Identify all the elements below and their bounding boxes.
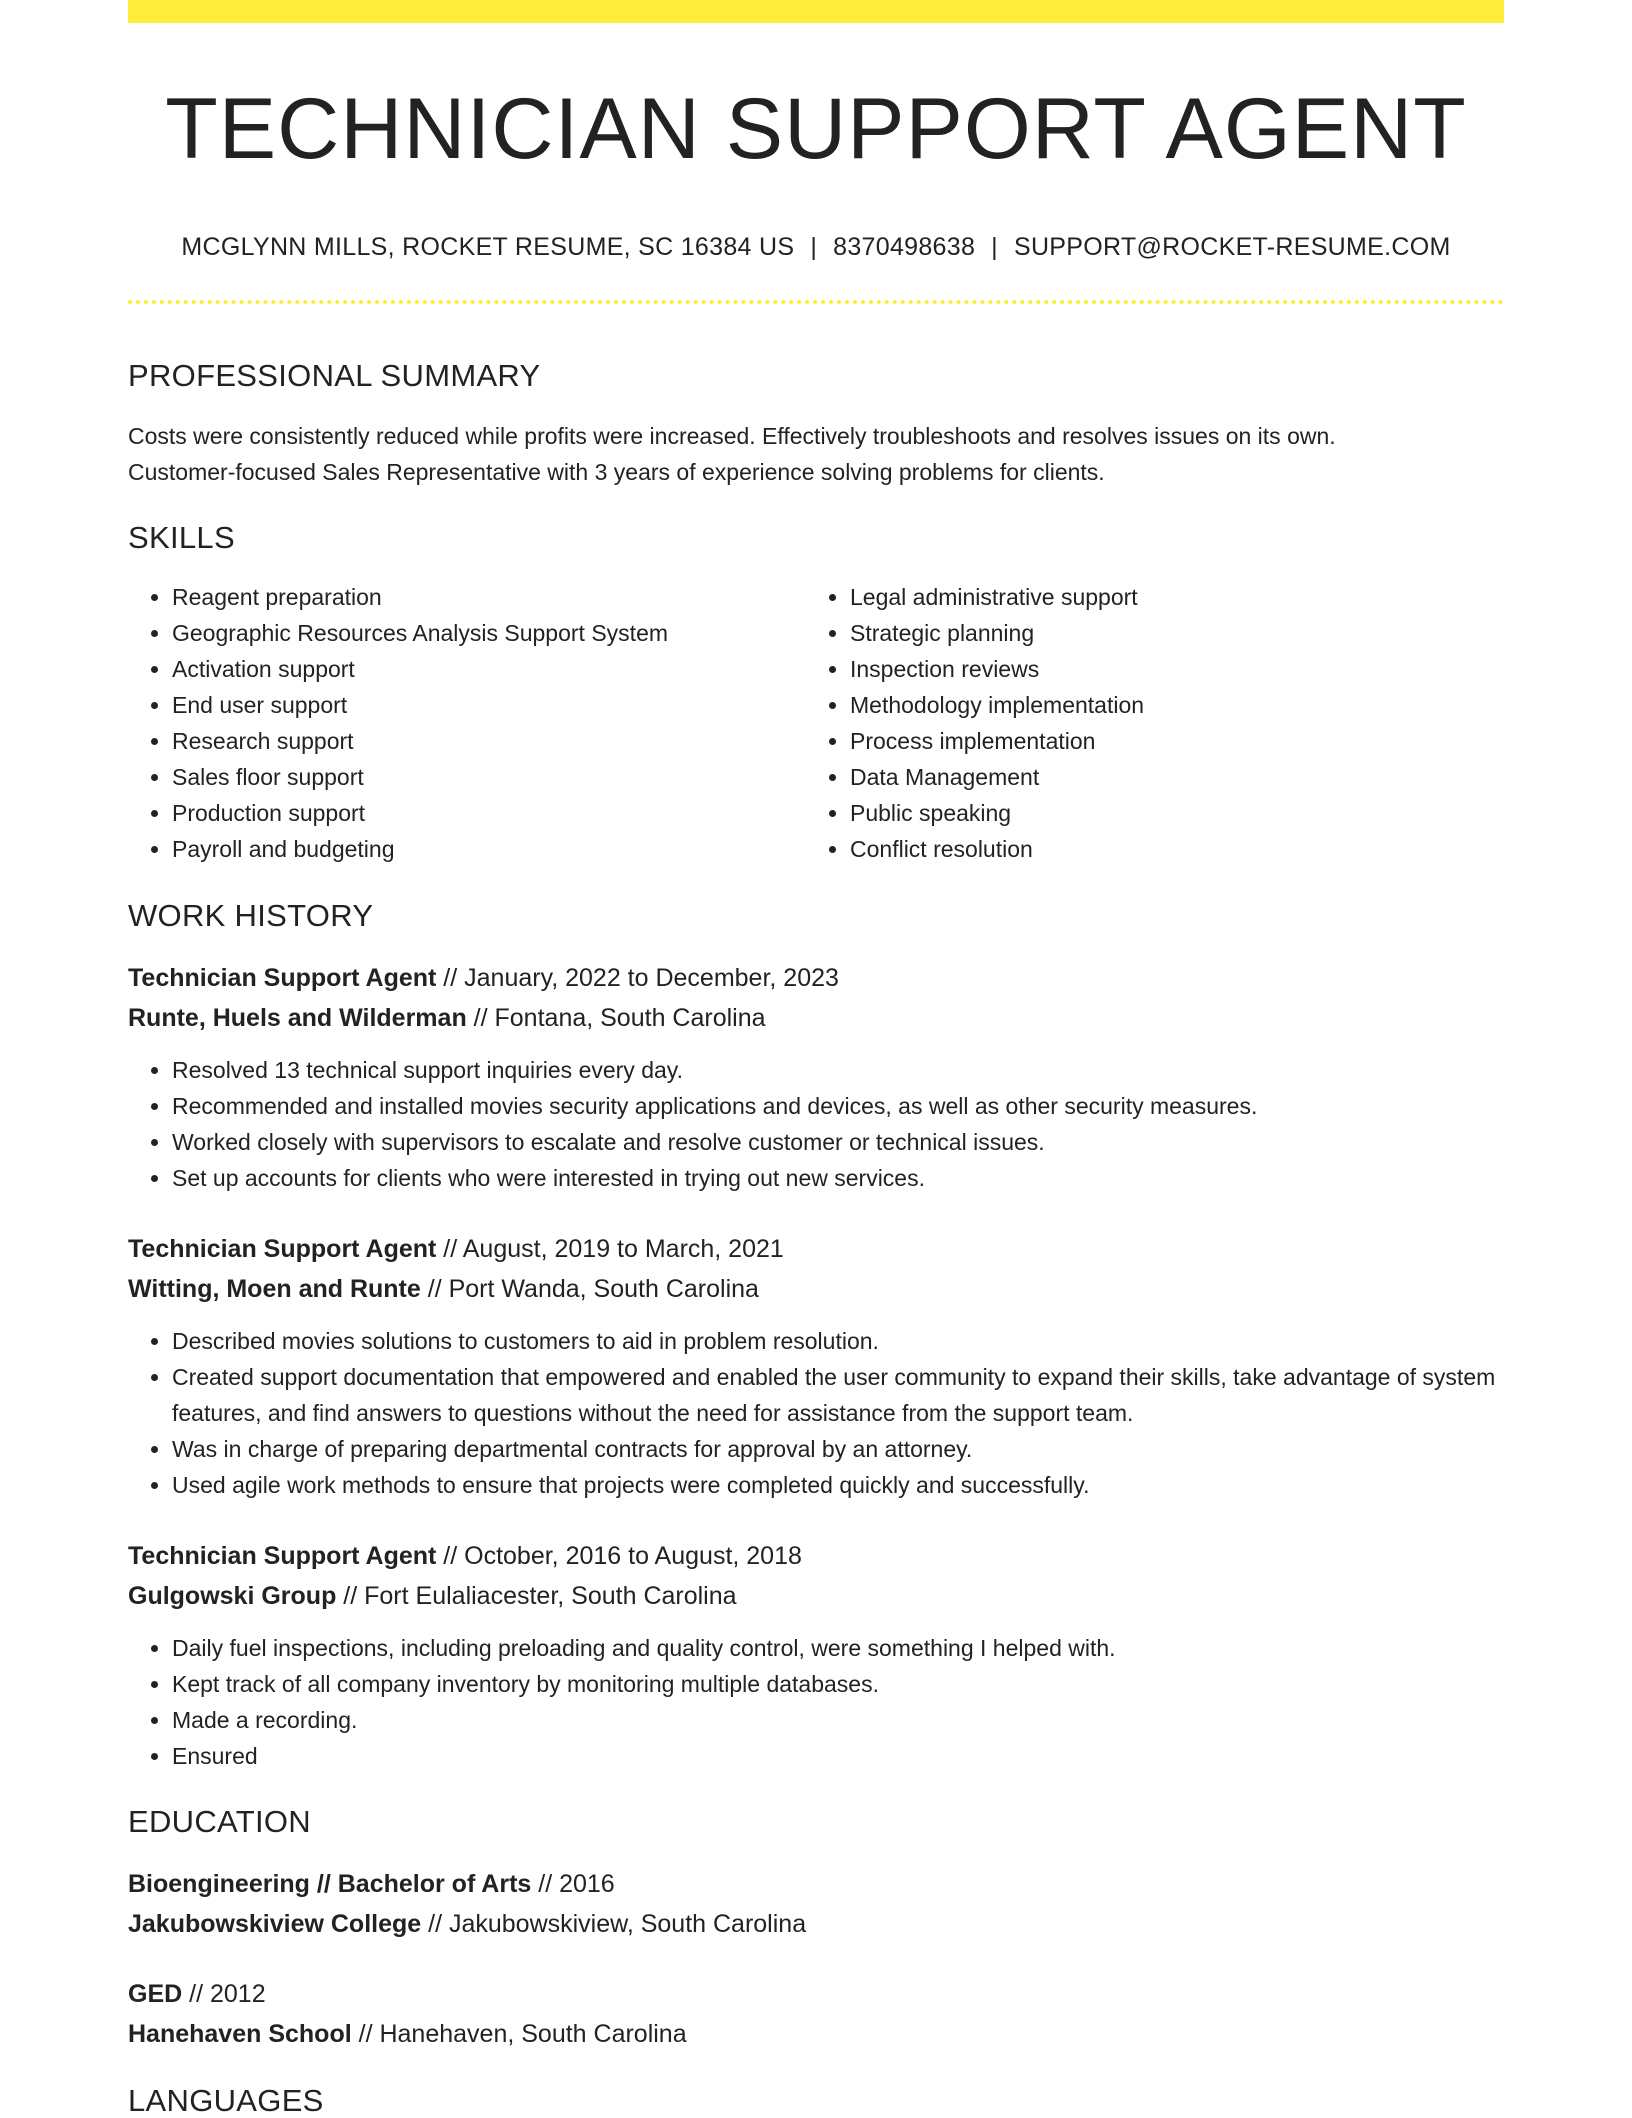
summary-line: Costs were consistently reduced while profits were increased. Effectively troubleshoots and resolves issues on its own. [128, 423, 1336, 449]
job-bullet: • Was in charge of preparing departmental contracts for approval by an attorney. [172, 1431, 1504, 1467]
job-company: Witting, Moen and Runte [128, 1275, 421, 1303]
education-heading: EDUCATION [128, 1804, 311, 1839]
summary-heading: PROFESSIONAL SUMMARY [128, 358, 541, 393]
job-dates: // August, 2019 to March, 2021 [443, 1235, 784, 1263]
skill-item: • Conflict resolution [850, 831, 1484, 867]
skill-item: • Production support [172, 795, 806, 831]
job-location: // Fort Eulaliacester, South Carolina [343, 1582, 737, 1610]
skill-item: • Activation support [172, 651, 806, 687]
skill-item: • Geographic Resources Analysis Support System [172, 615, 806, 651]
job-dates: // October, 2016 to August, 2018 [443, 1542, 802, 1570]
job-bullet: • Made a recording. [172, 1702, 1504, 1738]
accent-bar [128, 0, 1504, 23]
contact-email: SUPPORT@ROCKET-RESUME.COM [1013, 233, 1451, 261]
job-bullet: • Used agile work methods to ensure that projects were completed quickly and successfully. [172, 1467, 1504, 1503]
education-degree: Bioengineering // Bachelor of Arts [128, 1870, 532, 1898]
summary-text [128, 418, 1336, 490]
job-bullet: • Resolved 13 technical support inquiries every day. [172, 1052, 1504, 1088]
job-company-line [128, 1576, 1504, 1616]
job-location: // Fontana, South Carolina [473, 1004, 766, 1032]
education-year: // 2016 [538, 1870, 615, 1898]
education-entry [128, 1864, 1504, 1944]
contact-address: MCGLYNN MILLS, ROCKET RESUME, SC 16384 US [181, 233, 795, 261]
skills-column-right [806, 579, 1484, 867]
job-bullet: • Created support documentation that empowered and enabled the user community to expand their skills, take advantage of system features, and find answers to questions without the need for assistance from the support team. [172, 1359, 1504, 1431]
job-location: // Port Wanda, South Carolina [427, 1275, 759, 1303]
job-bullet: • Daily fuel inspections, including preloading and quality control, were something I helped with. [172, 1630, 1504, 1666]
job-company-line [128, 1269, 1504, 1309]
skill-item: • Payroll and budgeting [172, 831, 806, 867]
skill-item: • End user support [172, 687, 806, 723]
job-title: Technician Support Agent [128, 964, 437, 992]
skill-item: • Sales floor support [172, 759, 806, 795]
skills-column-left [128, 579, 806, 867]
education-degree-line [128, 1864, 1504, 1904]
education-school: Jakubowskiview College [128, 1910, 422, 1938]
job-title-line [128, 958, 1504, 998]
job-bullet: • Recommended and installed movies security applications and devices, as well as other security measures. [172, 1088, 1504, 1124]
skills-list [128, 579, 1504, 867]
skill-item: • Process implementation [850, 723, 1484, 759]
education-degree: GED [128, 1980, 183, 2008]
contact-separator: | [991, 233, 998, 261]
skill-item: • Reagent preparation [172, 579, 806, 615]
job-entry [128, 1229, 1504, 1503]
education-school-line [128, 2014, 1504, 2054]
skill-item: • Public speaking [850, 795, 1484, 831]
job-dates: // January, 2022 to December, 2023 [443, 964, 839, 992]
job-bullets [128, 1630, 1504, 1774]
education-school-line [128, 1904, 1504, 1944]
resume-page [128, 0, 1504, 2118]
job-company: Gulgowski Group [128, 1582, 337, 1610]
job-bullet: • Kept track of all company inventory by monitoring multiple databases. [172, 1666, 1504, 1702]
page-title: TECHNICIAN SUPPORT AGENT [165, 81, 1467, 177]
education-location: // Jakubowskiview, South Carolina [428, 1910, 807, 1938]
education-school: Hanehaven School [128, 2020, 352, 2048]
job-title-line [128, 1229, 1504, 1269]
contact-info [128, 235, 1504, 260]
skill-item: • Strategic planning [850, 615, 1484, 651]
job-bullets [128, 1052, 1504, 1196]
job-bullet: • Ensured [172, 1738, 1504, 1774]
skill-item: • Methodology implementation [850, 687, 1484, 723]
job-entry [128, 958, 1504, 1196]
job-title: Technician Support Agent [128, 1235, 437, 1263]
job-bullet: • Worked closely with supervisors to escalate and resolve customer or technical issues. [172, 1124, 1504, 1160]
skill-item: • Inspection reviews [850, 651, 1484, 687]
summary-line: Customer-focused Sales Representative with 3 years of experience solving problems for clients. [128, 459, 1105, 485]
job-bullet: • Described movies solutions to customers to aid in problem resolution. [172, 1323, 1504, 1359]
education-location: // Hanehaven, South Carolina [358, 2020, 687, 2048]
education-entry [128, 1974, 1504, 2054]
job-bullet: • Set up accounts for clients who were interested in trying out new services. [172, 1160, 1504, 1196]
skills-heading: SKILLS [128, 520, 235, 555]
job-title-line [128, 1536, 1504, 1576]
languages-heading: LANGUAGES [128, 2083, 324, 2118]
work-history-heading: WORK HISTORY [128, 898, 374, 933]
skill-item: • Research support [172, 723, 806, 759]
skill-item: • Legal administrative support [850, 579, 1484, 615]
job-title: Technician Support Agent [128, 1542, 437, 1570]
job-company: Runte, Huels and Wilderman [128, 1004, 467, 1032]
dotted-divider [128, 300, 1504, 304]
contact-separator: | [810, 233, 818, 261]
education-degree-line [128, 1974, 1504, 2014]
job-bullets [128, 1323, 1504, 1503]
job-company-line [128, 998, 1504, 1038]
job-entry [128, 1536, 1504, 1774]
skill-item: • Data Management [850, 759, 1484, 795]
contact-phone: 8370498638 [833, 233, 976, 261]
education-year: // 2012 [189, 1980, 266, 2008]
